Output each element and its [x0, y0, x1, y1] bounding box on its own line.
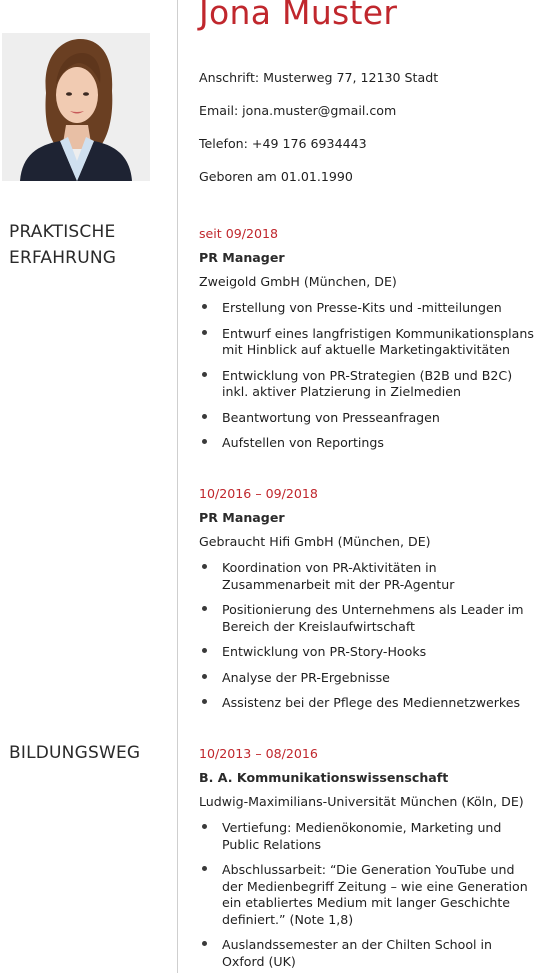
job-company: Gebraucht Hifi GmbH (München, DE): [199, 534, 431, 549]
bullet-item: Erstellung von Presse-Kits und -mitteilungen: [199, 300, 539, 317]
education-entry: [199, 746, 539, 979]
bullet-item: Auslandssemester an der Chilten School in Oxford (UK): [199, 937, 539, 970]
phone-text: Telefon: +49 176 6934443: [199, 136, 367, 151]
section-title-education: BILDUNGSWEG: [9, 743, 141, 763]
address-text: Anschrift: Musterweg 77, 12130 Stadt: [199, 70, 439, 85]
job-entry: [199, 226, 539, 461]
job-role: PR Manager: [199, 510, 285, 525]
education-institution: Ludwig-Maximilians-Universität München (Köln, DE): [199, 794, 524, 809]
job-date: 10/2016 – 09/2018: [199, 486, 318, 501]
bullet-item: Positionierung des Unternehmens als Leader im Bereich der Kreislaufwirtschaft: [199, 602, 539, 635]
education-date: 10/2013 – 08/2016: [199, 746, 318, 761]
bullet-item: Entwicklung von PR-Strategien (B2B und B2C) inkl. aktiver Platzierung in Zielmedien: [199, 368, 539, 401]
portrait-image: [2, 33, 150, 181]
bullet-item: Beantwortung von Presseanfragen: [199, 410, 539, 427]
education-details: [199, 820, 539, 970]
bullet-item: Entwicklung von PR-Story-Hooks: [199, 644, 539, 661]
bullet-item: Koordination von PR-Aktivitäten in Zusammenarbeit mit der PR-Agentur: [199, 560, 539, 593]
section-title-experience: PRAKTISCHE ERFAHRUNG: [9, 222, 117, 268]
job-entry: [199, 486, 539, 721]
profile-photo: [2, 33, 150, 181]
job-tasks: [199, 300, 539, 452]
bullet-item: Vertiefung: Medienökonomie, Marketing und Public Relations: [199, 820, 539, 853]
birthdate-text: Geboren am 01.01.1990: [199, 169, 353, 184]
bullet-item: Assistenz bei der Pflege des Mediennetzwerkes: [199, 695, 539, 712]
bullet-item: Abschlussarbeit: “Die Generation YouTube und der Medienbegriff Zeitung – wie eine Generation ein etabliertes Medium mit langer Geschichte definiert.” (Note 1,8): [199, 862, 539, 928]
education-degree: B. A. Kommunikationswissenschaft: [199, 770, 449, 785]
bullet-item: Aufstellen von Reportings: [199, 435, 539, 452]
bullet-item: Entwurf eines langfristigen Kommunikationsplans mit Hinblick auf aktuelle Marketingaktivitäten: [199, 326, 539, 359]
job-role: PR Manager: [199, 250, 285, 265]
job-tasks: [199, 560, 539, 712]
job-date: seit 09/2018: [199, 226, 279, 241]
email-text: Email: jona.muster@gmail.com: [199, 103, 397, 118]
person-name: Jona Muster: [199, 0, 398, 32]
column-divider: [177, 0, 178, 973]
job-company: Zweigold GmbH (München, DE): [199, 274, 397, 289]
bullet-item: Analyse der PR-Ergebnisse: [199, 670, 539, 687]
